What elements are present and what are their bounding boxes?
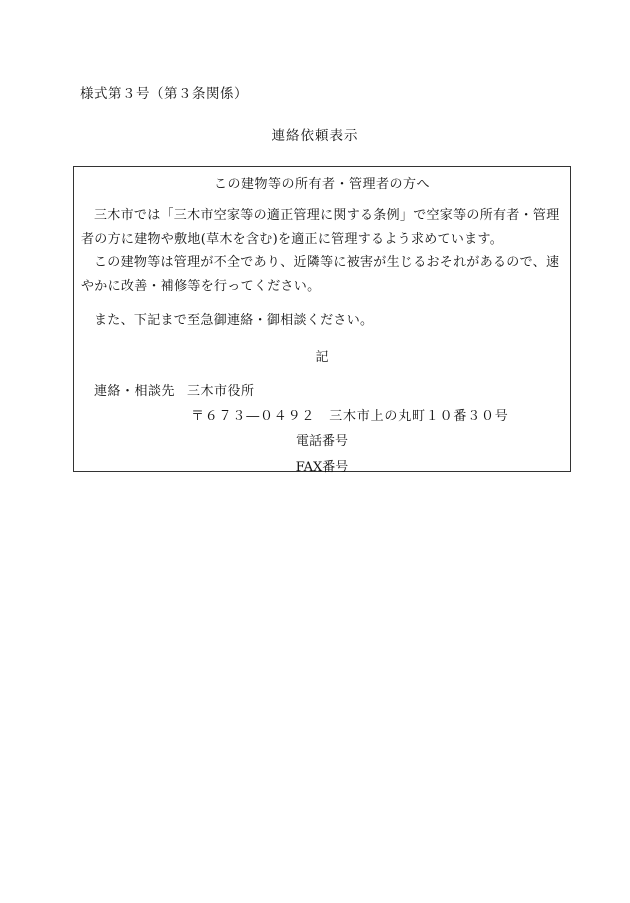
form-number: 様式第３号（第３条関係） [80,86,248,102]
tel-label: 電話番号 [295,434,348,449]
notice-paragraph-2: この建物等は管理が不全であり、近隣等に被害が生じるおそれがあるので、速やかに改善・補修等を行ってください。 [81,255,560,294]
ki-marker: 記 [315,350,329,365]
contact-row [94,380,255,399]
notice-heading: この建物等の所有者・管理者の方へ [213,177,430,192]
contact-org: 三木市役所 [187,384,255,399]
notice-paragraph-1: 三木市では「三木市空家等の適正管理に関する条例」で空家等の所有者・管理者の方に建物や敷地(草木を含む)を適正に管理するよう求めています。 [81,208,560,247]
street-address: 三木市上の丸町１０番３０号 [329,409,509,424]
page-title: 連絡依頼表示 [271,128,359,144]
contact-address [191,405,509,424]
contact-label: 連絡・相談先 [94,384,176,399]
postal-code: 〒６７３―０４９２ [191,409,316,424]
notice-box [73,166,571,475]
fax-label: FAX番号 [295,460,349,475]
notice-paragraph-3: また、下記まで至急御連絡・御相談ください。 [94,313,374,328]
